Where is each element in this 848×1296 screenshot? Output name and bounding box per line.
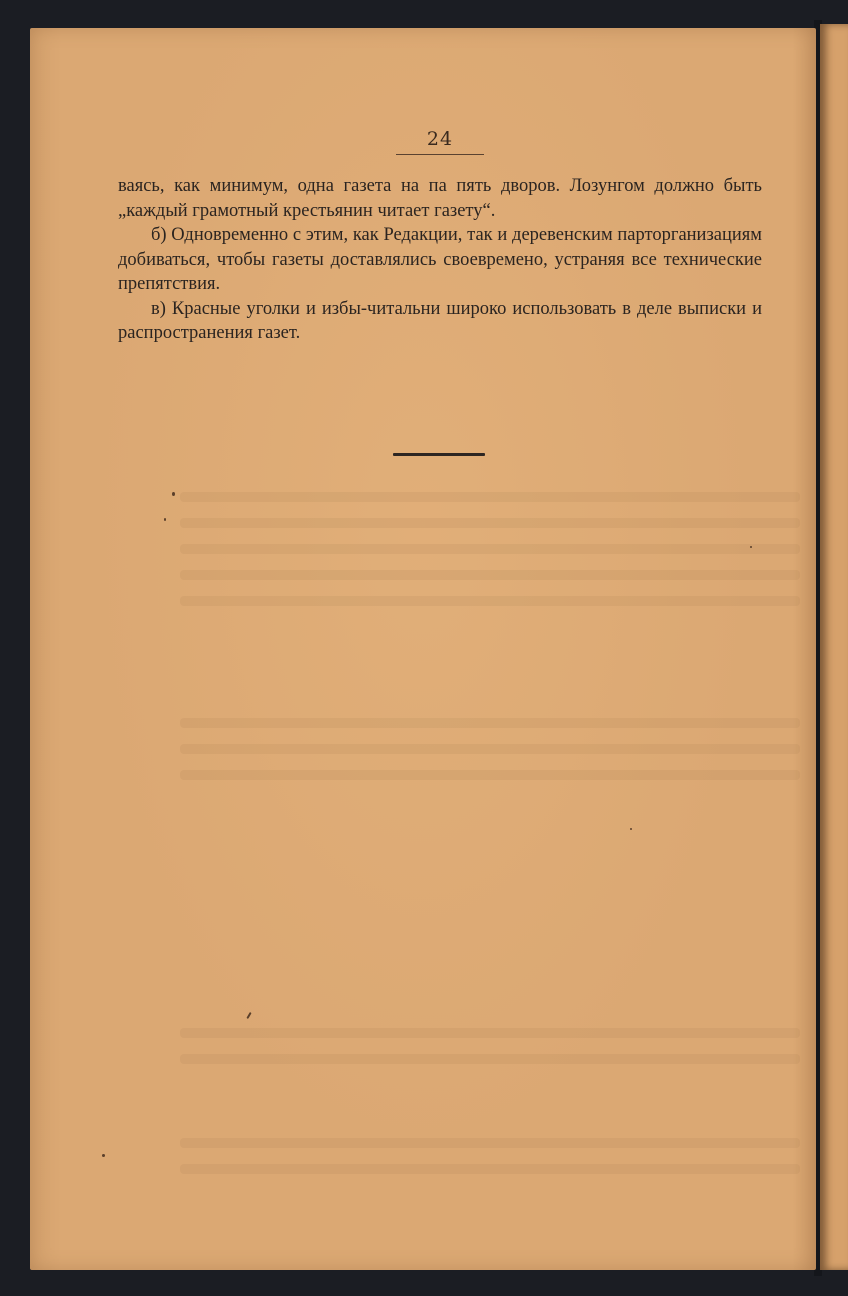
section-divider bbox=[393, 453, 485, 456]
show-through-line bbox=[180, 1138, 800, 1148]
show-through-line bbox=[180, 518, 800, 528]
show-through-line bbox=[180, 1028, 800, 1038]
show-through-line bbox=[180, 1164, 800, 1174]
paper-speck bbox=[172, 492, 175, 496]
show-through-line bbox=[180, 770, 800, 780]
show-through-line bbox=[180, 718, 800, 728]
paragraph-b: б) Одновременно с этим, как Редакции, так и деревенским парторганизациям добиваться, чтобы газеты доставлялись своевремено, устраняя все технические препятствия. bbox=[118, 225, 762, 294]
show-through-line bbox=[180, 570, 800, 580]
show-through-line bbox=[180, 596, 800, 606]
paper-speck bbox=[750, 546, 752, 548]
paragraph-continuation: ваясь, как минимум, одна газета на па пять дворов. Лозунгом должно быть „каждый грамотный крестьянин читает газету“. bbox=[118, 176, 762, 221]
page-number: 24 bbox=[426, 128, 454, 150]
body-text bbox=[118, 174, 762, 346]
show-through-line bbox=[180, 492, 800, 502]
show-through-line bbox=[180, 744, 800, 754]
paper-speck bbox=[246, 1012, 251, 1019]
show-through-line bbox=[180, 544, 800, 554]
paper-speck bbox=[164, 518, 166, 521]
page-number-rule bbox=[396, 154, 484, 155]
paper-speck bbox=[630, 828, 632, 830]
adjacent-page-edge bbox=[820, 24, 848, 1270]
paper-speck bbox=[102, 1154, 105, 1157]
paragraph-v: в) Красные уголки и избы-читальни широко использовать в деле выписки и распространения газет. bbox=[118, 298, 762, 343]
show-through-line bbox=[180, 1054, 800, 1064]
